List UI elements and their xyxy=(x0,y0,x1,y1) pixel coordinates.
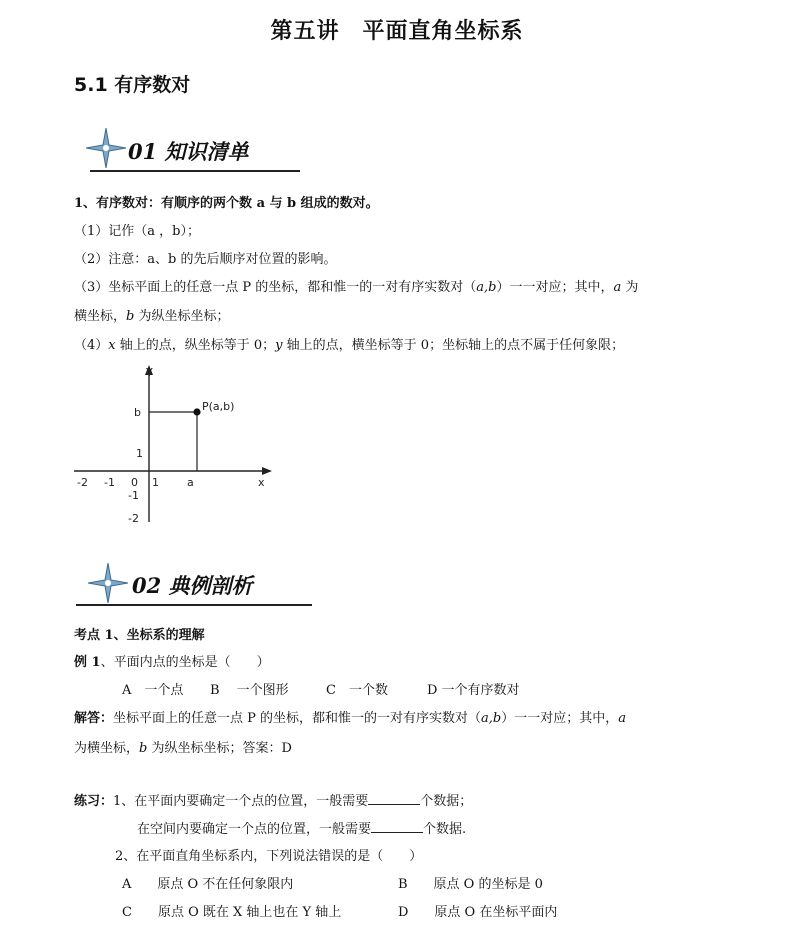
text: 轴上的点，纵坐标等于 0； xyxy=(115,338,276,353)
answer-blank[interactable] xyxy=(371,820,423,833)
kaodian-heading: 考点 1、坐标系的理解 xyxy=(74,628,205,643)
label-1-x: 1 xyxy=(152,476,159,489)
banner-rule xyxy=(76,604,312,606)
point-label: P(a,b) xyxy=(202,400,235,413)
option-d: D 一个有序数对 xyxy=(427,683,520,698)
var-a: a xyxy=(618,711,627,726)
knowledge-item-4 xyxy=(74,334,624,353)
label-neg1-y: -1 xyxy=(128,489,139,502)
ordered-pair: a,b xyxy=(476,280,497,295)
knowledge-heading: 1、有序数对：有顺序的两个数 a 与 b 组成的数对。 xyxy=(74,196,379,211)
x-axis-label: x xyxy=(258,476,265,489)
label-neg2-y: -2 xyxy=(128,512,139,525)
star-icon xyxy=(86,128,126,168)
example-label: 例 1 xyxy=(74,655,101,670)
banner-number: 01 xyxy=(128,139,158,164)
answer-line-1 xyxy=(74,707,626,726)
text: 轴上的点，横坐标等于 0；坐标轴上的点不属于任何象限； xyxy=(282,338,625,353)
label-origin: 0 xyxy=(131,476,138,489)
practice-option-c: C 原点 O 既在 X 轴上也在 Y 轴上 xyxy=(122,905,342,920)
answer-line-2 xyxy=(74,737,292,756)
text: 为横坐标， xyxy=(74,741,140,756)
text: 在空间内要确定一个点的位置，一般需要 xyxy=(137,822,372,837)
text: 个数据. xyxy=(423,822,467,837)
example-1 xyxy=(74,651,270,670)
option-c: C 一个数 xyxy=(326,683,388,698)
star-icon xyxy=(88,563,128,603)
banner-label: 知识清单 xyxy=(164,139,249,164)
label-b: b xyxy=(134,406,141,419)
text: 个数据； xyxy=(420,794,473,809)
answer-blank[interactable] xyxy=(368,792,420,805)
practice-1-cont xyxy=(137,818,466,837)
y-axis-label: Y xyxy=(146,366,153,379)
practice-label: 练习： xyxy=(74,794,114,809)
var-x: x xyxy=(108,338,116,353)
text: 横坐标， xyxy=(74,309,127,324)
var-b: b xyxy=(139,741,148,756)
text: 1、在平面内要确定一个点的位置，一般需要 xyxy=(113,794,369,809)
label-neg1-x: -1 xyxy=(104,476,115,489)
coordinate-figure xyxy=(70,362,280,530)
banner-rule xyxy=(90,170,300,172)
text: 、平面内点的坐标是（ ） xyxy=(100,655,270,670)
label-a: a xyxy=(187,476,194,489)
answer-label: 解答： xyxy=(74,711,114,726)
label-neg2-x: -2 xyxy=(77,476,88,489)
text: （3）坐标平面上的任意一点 P 的坐标，都和惟一的一对有序实数对（ xyxy=(74,280,477,295)
text: ）一一对应；其中， xyxy=(496,280,614,295)
text: 为 xyxy=(621,280,639,295)
banner-label: 典例剖析 xyxy=(168,573,253,598)
practice-1 xyxy=(74,790,472,809)
var-b: b xyxy=(126,309,135,324)
practice-option-b: B 原点 O 的坐标是 0 xyxy=(398,877,543,892)
practice-option-a: A 原点 O 不在任何象限内 xyxy=(122,877,294,892)
text: （4） xyxy=(74,338,109,353)
text: 为纵坐标坐标；答案：D xyxy=(147,741,292,756)
text: 为纵坐标坐标； xyxy=(134,309,230,324)
var-a: a xyxy=(613,280,622,295)
knowledge-item-3 xyxy=(74,276,638,295)
knowledge-item-3-cont xyxy=(74,305,229,324)
text: 坐标平面上的任意一点 P 的坐标，都和惟一的一对有序实数对（ xyxy=(113,711,482,726)
banner-number: 02 xyxy=(132,573,162,598)
knowledge-item-1: （1）记作（a ，b）； xyxy=(74,224,200,239)
section-heading: 5.1 有序数对 xyxy=(74,74,191,96)
ordered-pair: a,b xyxy=(481,711,502,726)
label-1-y: 1 xyxy=(136,447,143,460)
page-title: 第五讲 平面直角坐标系 xyxy=(270,18,524,44)
knowledge-item-2: （2）注意：a、b 的先后顺序对位置的影响。 xyxy=(74,252,337,267)
option-a: A 一个点 xyxy=(122,683,184,698)
text: ）一一对应；其中， xyxy=(501,711,619,726)
practice-option-d: D 原点 O 在坐标平面内 xyxy=(398,905,558,920)
point-p xyxy=(193,408,200,415)
option-b: B 一个图形 xyxy=(210,683,289,698)
practice-2: 2、在平面直角坐标系内，下列说法错误的是（ ） xyxy=(115,849,423,864)
x-arrow xyxy=(262,467,272,475)
var-y: y xyxy=(275,338,283,353)
